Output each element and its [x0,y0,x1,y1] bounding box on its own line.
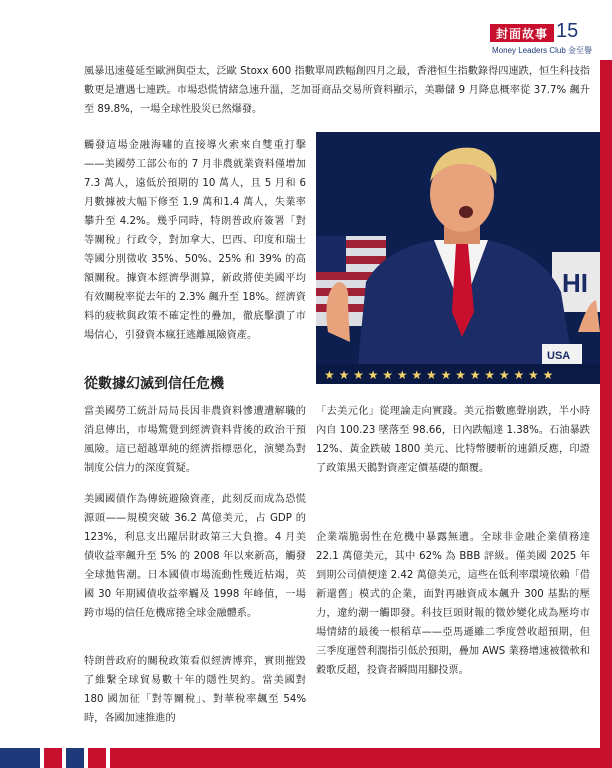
paragraph-de-dollarization: 「去美元化」從理論走向實踐。美元指數應聲崩跌，半小時內自 100.23 墜落至 98.66，日內跌幅達 1.38%。石油暴跌 12%、黃金跌破 1800 美元、比特幣腰斬的連鎖反應，印證了政策黑天鵝對資產定價基礎的顛覆。 [316,406,590,474]
page-number: 15 [556,20,579,42]
magazine-name: Money Leaders Club 金至譽 [492,46,593,55]
paragraph-data-doubt: 當美國勞工統計局局長因非農資料慘遭遭解職的消息傳出，市場驚覺到經濟資料背後的政治干預風險。這已超越單純的經濟指標惡化，演變為對制度公信力的深度質疑。 [84,406,306,474]
right-accent-stripe [600,60,612,768]
paragraph-trigger: 觸發這場金融海嘯的直接導火索來自雙重打擊——美國勞工部公布的 7 月非農就業資料僅增加 7.3 萬人，遠低於預期的 10 萬人，且 5 月和 6 月數據被大幅下修至 1.9 萬和1.4 萬人，失業率攀升至 4.2%。幾乎同時，特朗普政府簽署「對等關稅」行政令，對加拿大、巴西、印度和瑞士等國分別徵收 35%、50%、25% 和 39% 的高額關稅。據資本經濟學測算，新政將使美國平均有效關稅率從去年的 2.3% 飆升至 18%。經濟資料的疲軟與政策不確定性的疊加，徹底擊潰了市場信心，引發資本瘋狂逃離風險資產。 [84,140,306,341]
section-subheading: 從數據幻滅到信任危機 [84,376,224,392]
svg-text:★ ★ ★ ★ ★ ★ ★ ★ ★ ★ ★ ★ ★ ★ ★: ★ ★ ★ ★ ★ ★ ★ ★ ★ ★ ★ ★ ★ ★ ★ ★ [324,368,554,382]
svg-text:HI: HI [562,268,588,298]
svg-text:USA: USA [547,350,571,362]
paragraph-treasury: 美國國債作為傳統避險資產，此刻反而成為恐慌源頭——規模突破 36.2 萬億美元，占 GDP 的 123%，利息支出躍居財政第三大負擔。4 月美債收益率飆升至 5% 的 2008 年以來新高，觸發全球拋售潮。日本國債市場流動性幾近枯竭，英國 30 年期國債收益率觸及 1998 年峰值，一場跨市場的信任危機席捲全球金融體系。 [84,494,306,619]
section-tag: 封面故事 [490,24,554,42]
paragraph-tariff: 特朗普政府的關稅政策看似經濟博弈，實則摧毀了維繫全球貿易數十年的隱性契約。當美國對 180 國加征「對等關稅」、對華稅率飆至 54% 時，各國加速推進的 [84,656,306,724]
speaker-photo [316,132,600,384]
intro-paragraph: 風暴迅速蔓延至歐洲與亞太，泛歐 Stoxx 600 指數單周跌幅創四月之最，香港恒生指數錄得四連跌，恒生科技指數更是遭遇七連跌。市場恐慌情緒急速升溫，芝加哥商品交易所資料顯示，美聯儲 9 月降息概率從 37.7% 飆升至 89.8%，一場全球性股災已然爆發。 [84,66,590,115]
paragraph-corporate-debt: 企業端脆弱性在危機中暴露無遺。全球非金融企業債務達 22.1 萬億美元，其中 62% 為 BBB 評級。僅美國 2025 年到期公司債便達 2.42 萬億美元，這些在低利率環境依賴「借新還舊」模式的企業，面對再融資成本飆升 300 基點的壓力，違約潮一觸即發。科技巨頭財報的微妙變化成為壓垮市場情緒的最後一根稻草——亞馬遜雖二季度營收超預期，但三季度運營利潤指引低於預期，疊加 AWS 業務增速被微軟和穀歌反超，投資者瞬間用腳投票。 [316,532,590,676]
bottom-decoration [0,748,612,768]
